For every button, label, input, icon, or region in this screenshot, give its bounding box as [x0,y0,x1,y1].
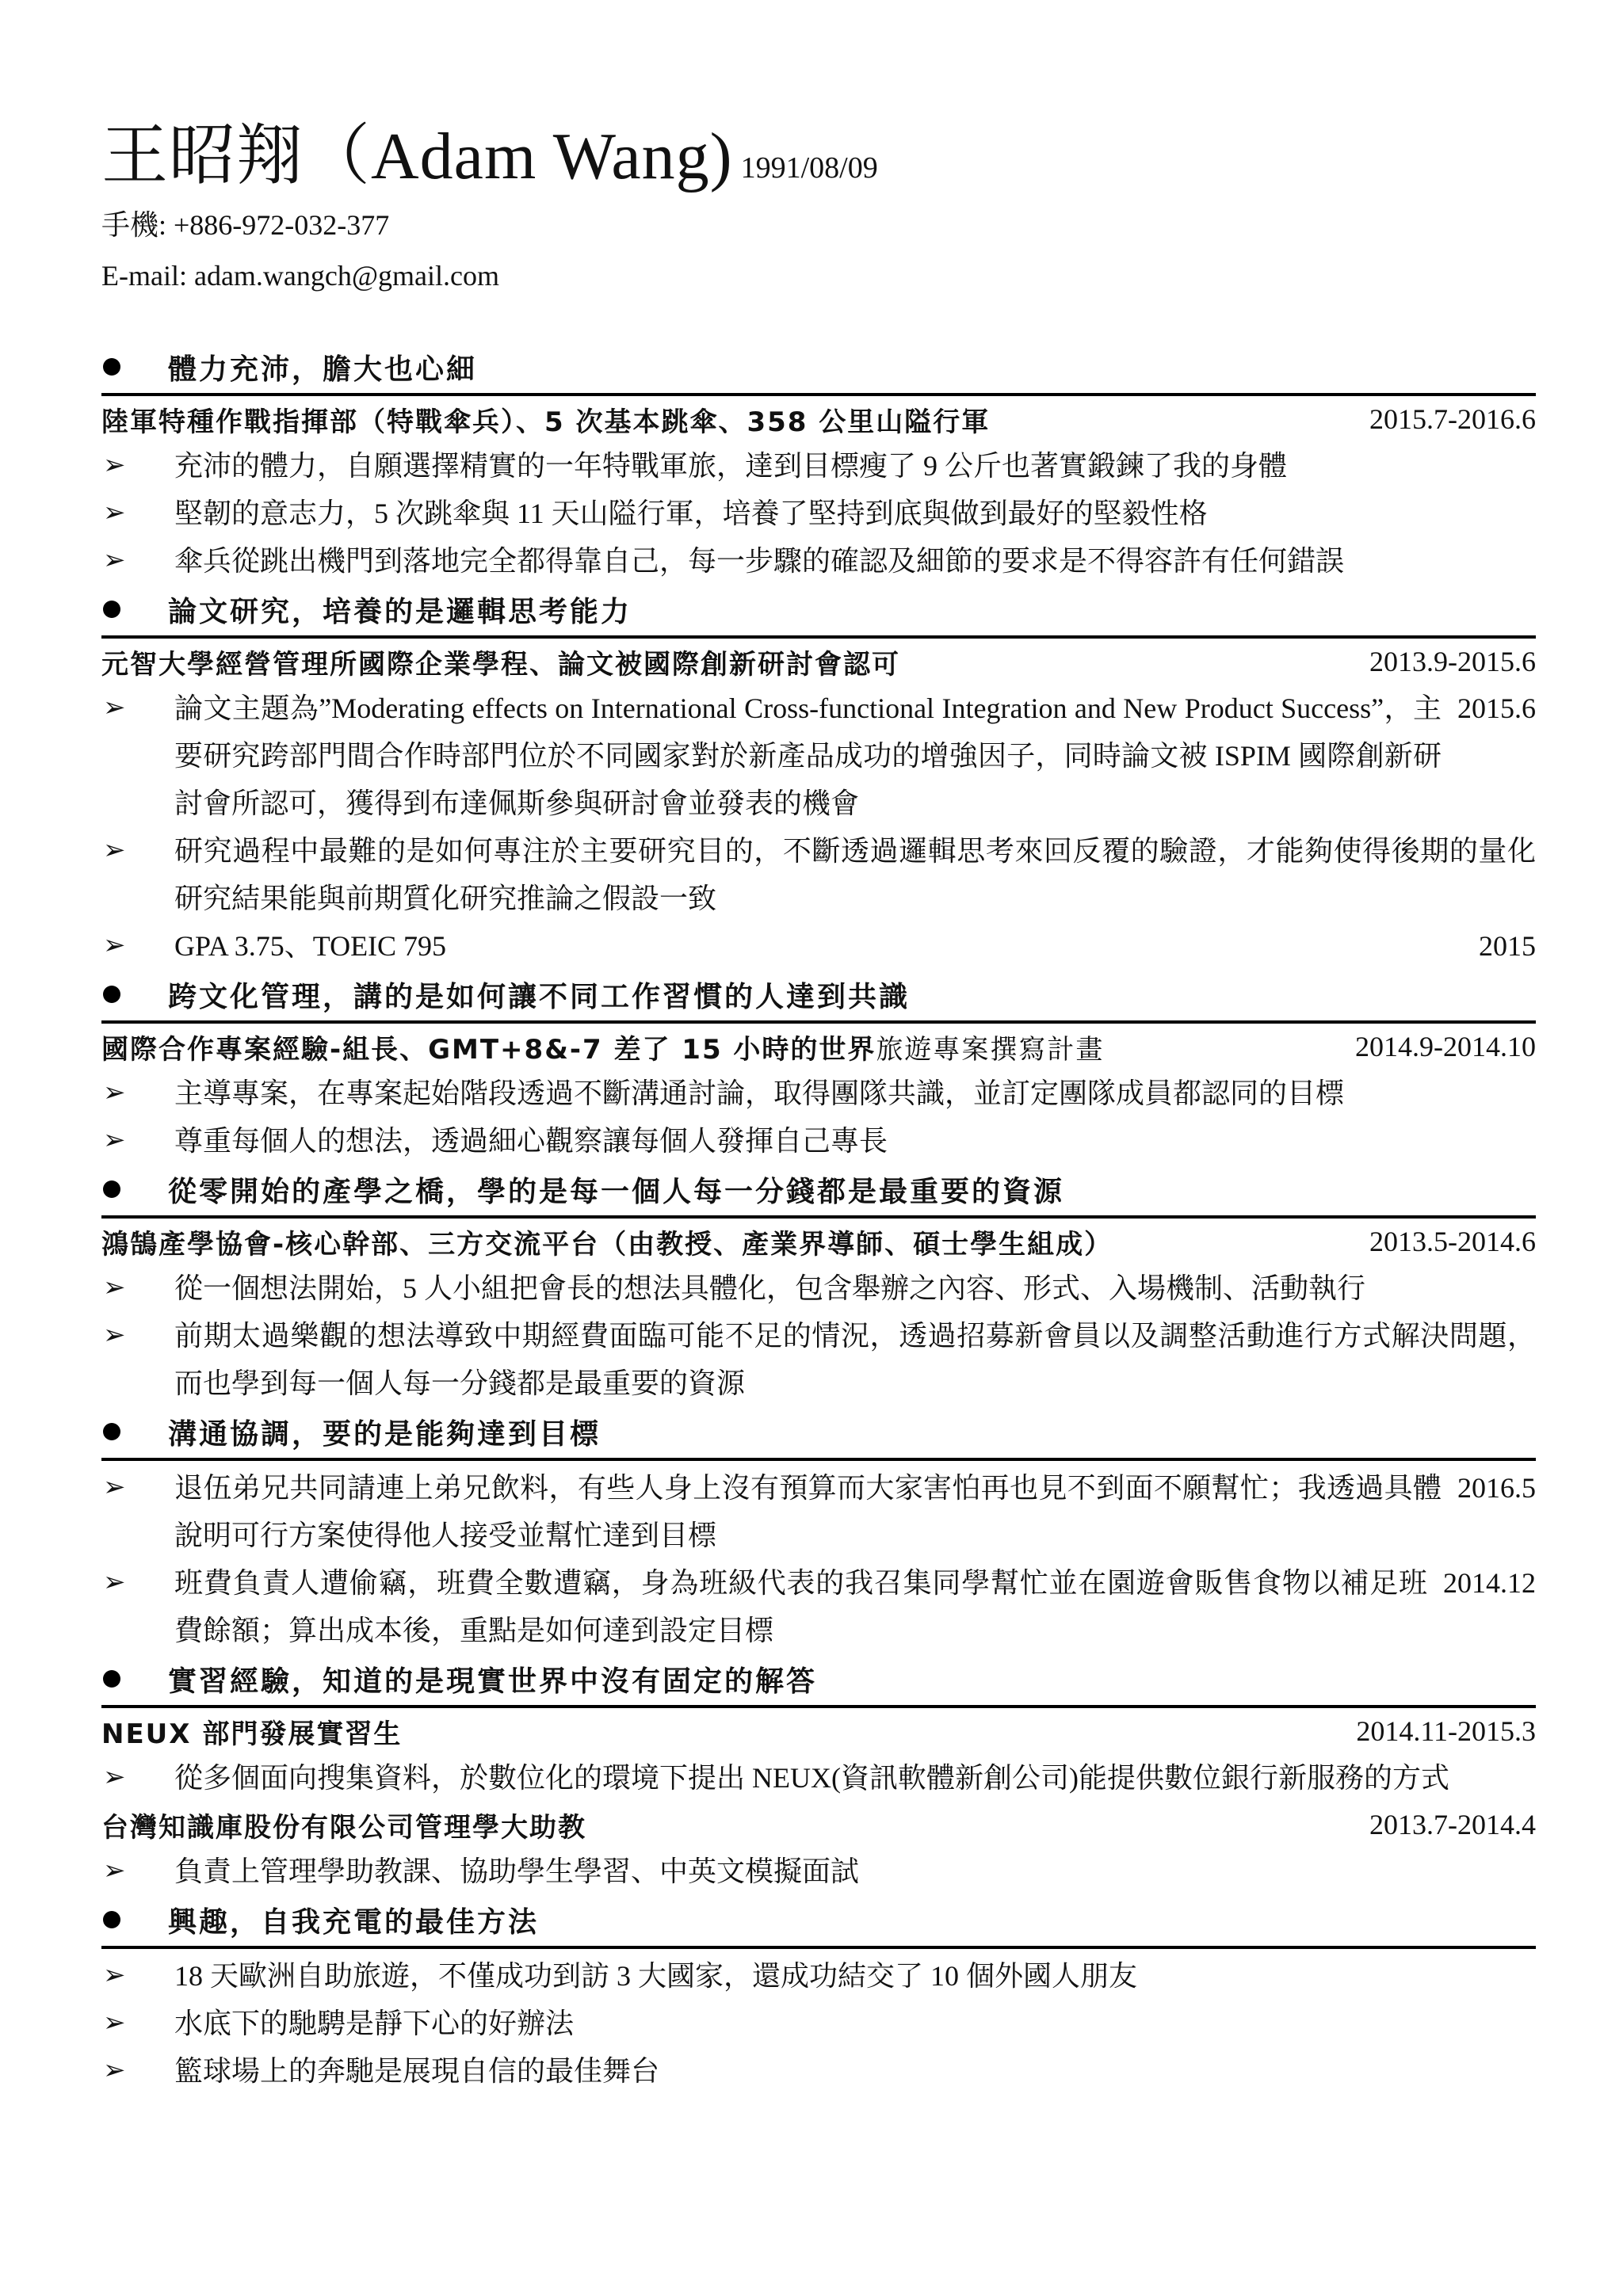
bullet-dot-icon [103,601,120,618]
entry-title [101,643,900,681]
entry-title-text: NEUX 部門發展實習生 [101,1718,403,1750]
entry-title-text: 陸軍特種作戰指揮部（特戰傘兵）、5 次基本跳傘、358 公里山隘行軍 [101,406,991,438]
bullet-dot-icon [103,1180,120,1198]
list-item-date: 2015 [1479,930,1536,962]
section-heading-text: 實習經驗，知道的是現實世界中沒有固定的解答 [168,1665,818,1698]
list-item-body [174,2047,1536,2095]
arrow-bullet-icon: ➢ [103,1126,126,1155]
entry-title-text: 鴻鵠產學協會-核心幹部、三方交流平台（由教授、產業界導師、碩士學生組成） [101,1228,1113,1261]
list-item [101,1117,1536,1165]
section-heading [101,1654,1536,1703]
list-item-text: 從多個面向搜集資料，於數位化的環境下提出 NEUX(資訊軟體新創公司)能提供數位銀行新服務的方式 [174,1762,1449,1794]
list-item-text: 前期太過樂觀的想法導致中期經費面臨可能不足的情況，透過招募新會員以及調整活動進行方式解決問題，而也學到每一個人每一分錢都是最重要的資源 [174,1320,1536,1399]
list-item [101,685,1536,827]
email-address: E-mail: adam.wangch@gmail.com [101,260,499,292]
list-item [101,1848,1536,1895]
list-item-text: 從一個想法開始，5 人小組把會長的想法具體化，包含舉辦之內容、形式、入場機制、活動執行 [174,1272,1366,1304]
list-item-text: 傘兵從跳出機門到落地完全都得靠自己，每一步驟的確認及細節的要求是不得容許有任何錯誤 [174,545,1345,577]
entry-date: 2014.11-2015.3 [1356,1715,1536,1747]
list-item-date: 2015.6 [1457,692,1536,724]
section-heading [101,1407,1536,1456]
phone-number: 手機: +886-972-032-377 [101,209,390,241]
list-item-body [174,1754,1536,1802]
list-item-row [174,1464,1536,1559]
list-item-body [174,490,1536,537]
list-item-body [174,1264,1536,1312]
entry-header [101,1219,1536,1264]
list-item-body [174,922,1536,970]
entry-header [101,1024,1536,1070]
entry-title [101,1222,1113,1261]
arrow-bullet-icon: ➢ [103,1856,126,1886]
list-item-row [174,685,1536,827]
arrow-bullet-icon: ➢ [103,451,126,480]
entry-title [101,1712,402,1751]
list-item-body [174,1559,1536,1654]
arrow-bullet-icon: ➢ [103,546,126,575]
list-item-body [174,537,1536,585]
list-item-text: 退伍弟兄共同請連上弟兄飲料，有些人身上沒有預算而大家害怕再也見不到面不願幫忙；我透過具體說明可行方案使得他人接受並幫忙達到目標 [174,1472,1442,1551]
list-item-text: 籃球場上的奔馳是展現自信的最佳舞台 [174,2055,660,2087]
entry-header [101,1708,1536,1754]
arrow-bullet-icon: ➢ [103,1568,126,1597]
list-item-body [174,685,1536,827]
list-item-text: 堅韌的意志力，5 次跳傘與 11 天山隘行軍，培養了堅持到底與做到最好的堅毅性格 [174,498,1208,529]
arrow-bullet-icon: ➢ [103,931,126,960]
section-heading-text: 溝通協調，要的是能夠達到目標 [168,1417,601,1451]
entry-title [101,1806,586,1844]
arrow-bullet-icon: ➢ [103,2056,126,2085]
list-item [101,1559,1536,1654]
bullet-dot-icon [103,1423,120,1440]
list-item [101,1070,1536,1117]
list-item-body [174,1952,1536,2000]
list-item-body [174,1464,1536,1559]
entry-date: 2013.5-2014.6 [1369,1226,1536,1257]
list-item-text: 充沛的體力，自願選擇精實的一年特戰軍旅，達到目標瘦了 9 公斤也著實鍛鍊了我的身體 [174,450,1288,482]
entry-title-text: 台灣知識庫股份有限公司管理學大助教 [101,1811,586,1844]
list-item-row [174,1559,1536,1654]
list-item [101,2000,1536,2047]
list-item-body [174,1848,1536,1895]
list-item [101,1952,1536,2000]
list-item [101,537,1536,585]
list-item-text: 班費負責人遭偷竊，班費全數遭竊，身為班級代表的我召集同學幫忙並在園遊會販售食物以補足班費餘額；算出成本後，重點是如何達到設定目標 [174,1567,1427,1646]
list-item-body [174,442,1536,490]
entry-date: 2014.9-2014.10 [1355,1031,1536,1062]
date-of-birth: 1991/08/09 [740,151,878,185]
list-item-body [174,1312,1536,1407]
list-item-row [174,922,1536,970]
arrow-bullet-icon: ➢ [103,1078,126,1108]
entry-title-text: 國際合作專案經驗-組長、GMT+8&-7 差了 15 小時的世界 [101,1033,876,1066]
list-item-date: 2016.5 [1457,1472,1536,1504]
arrow-bullet-icon: ➢ [103,498,126,528]
resume-header [101,103,1536,193]
bullet-dot-icon [103,986,120,1003]
list-item [101,2047,1536,2095]
list-item-text: 研究過程中最難的是如何專注於主要研究目的，不斷透過邏輯思考來回反覆的驗證，才能夠使得後期的量化研究結果能與前期質化研究推論之假設一致 [174,835,1536,914]
section-heading-text: 跨文化管理，講的是如何讓不同工作習慣的人達到共識 [168,980,911,1013]
section-heading-text: 興趣，自我充電的最佳方法 [168,1905,540,1939]
candidate-name: 王昭翔（Adam Wang) [101,120,733,193]
list-item [101,827,1536,922]
resume-sections [101,342,1536,2095]
entry-date: 2015.7-2016.6 [1369,403,1536,435]
arrow-bullet-icon: ➢ [103,1273,126,1302]
section-heading-text: 論文研究，培養的是邏輯思考能力 [168,595,632,628]
entry-header [101,639,1536,685]
list-item [101,922,1536,970]
list-item-body [174,1117,1536,1165]
list-item-date: 2014.12 [1443,1567,1536,1599]
list-item-body [174,827,1536,922]
entry-title [101,400,990,439]
list-item [101,490,1536,537]
list-item [101,1312,1536,1407]
section-heading [101,342,1536,391]
arrow-bullet-icon: ➢ [103,1763,126,1792]
section-heading [101,1165,1536,1214]
entry-date: 2013.7-2014.4 [1369,1809,1536,1840]
section-heading [101,1895,1536,1944]
bullet-dot-icon [103,1670,120,1688]
bullet-dot-icon [103,1911,120,1928]
list-item-text: 主導專案，在專案起始階段透過不斷溝通討論，取得團隊共識，並訂定團隊成員都認同的目標 [174,1077,1345,1109]
list-item [101,1264,1536,1312]
list-item-text: 尊重每個人的想法，透過細心觀察讓每個人發揮自己專長 [174,1125,888,1157]
entry-header [101,1802,1536,1848]
list-item-text: 負責上管理學助教課、協助學生學習、中英文模擬面試 [174,1855,860,1887]
header-spacer [101,301,1536,342]
list-item [101,1464,1536,1559]
list-item [101,1754,1536,1802]
resume-page [101,103,1536,2095]
list-item-text: 水底下的馳騁是靜下心的好辦法 [174,2008,575,2039]
entry-title-suffix: 旅遊專案撰寫計畫 [876,1033,1105,1066]
section-heading-text: 從零開始的產學之橋，學的是每一個人每一分錢都是最重要的資源 [168,1175,1065,1208]
arrow-bullet-icon: ➢ [103,1473,126,1502]
list-item-text: GPA 3.75、TOEIC 795 [174,930,447,962]
arrow-bullet-icon: ➢ [103,2008,126,2038]
entry-header [101,396,1536,442]
list-item-text: 論文主題為”Moderating effects on International Cross-functional Integration and New Product Success”，主要研究跨部門間合作時部門位於不同國家對於新產品成功的增強因子，同時論文被 ISPIM 國際創新研討會所認可，獲得到布達佩斯參與研討會並發表的機會 [174,692,1442,819]
arrow-bullet-icon: ➢ [103,1961,126,1990]
list-item [101,442,1536,490]
entry-title [101,1028,1104,1066]
arrow-bullet-icon: ➢ [103,693,126,723]
section-heading-text: 體力充沛，膽大也心細 [168,353,478,386]
bullet-dot-icon [103,358,120,376]
arrow-bullet-icon: ➢ [103,1321,126,1350]
arrow-bullet-icon: ➢ [103,836,126,865]
entry-title-text: 元智大學經營管理所國際企業學程、論文被國際創新研討會認可 [101,648,900,681]
section-heading [101,585,1536,634]
list-item-body [174,1070,1536,1117]
list-item-body [174,2000,1536,2047]
entry-date: 2013.9-2015.6 [1369,646,1536,677]
list-item-text: 18 天歐洲自助旅遊，不僅成功到訪 3 大國家，還成功結交了 10 個外國人朋友 [174,1960,1138,1992]
section-heading [101,970,1536,1019]
